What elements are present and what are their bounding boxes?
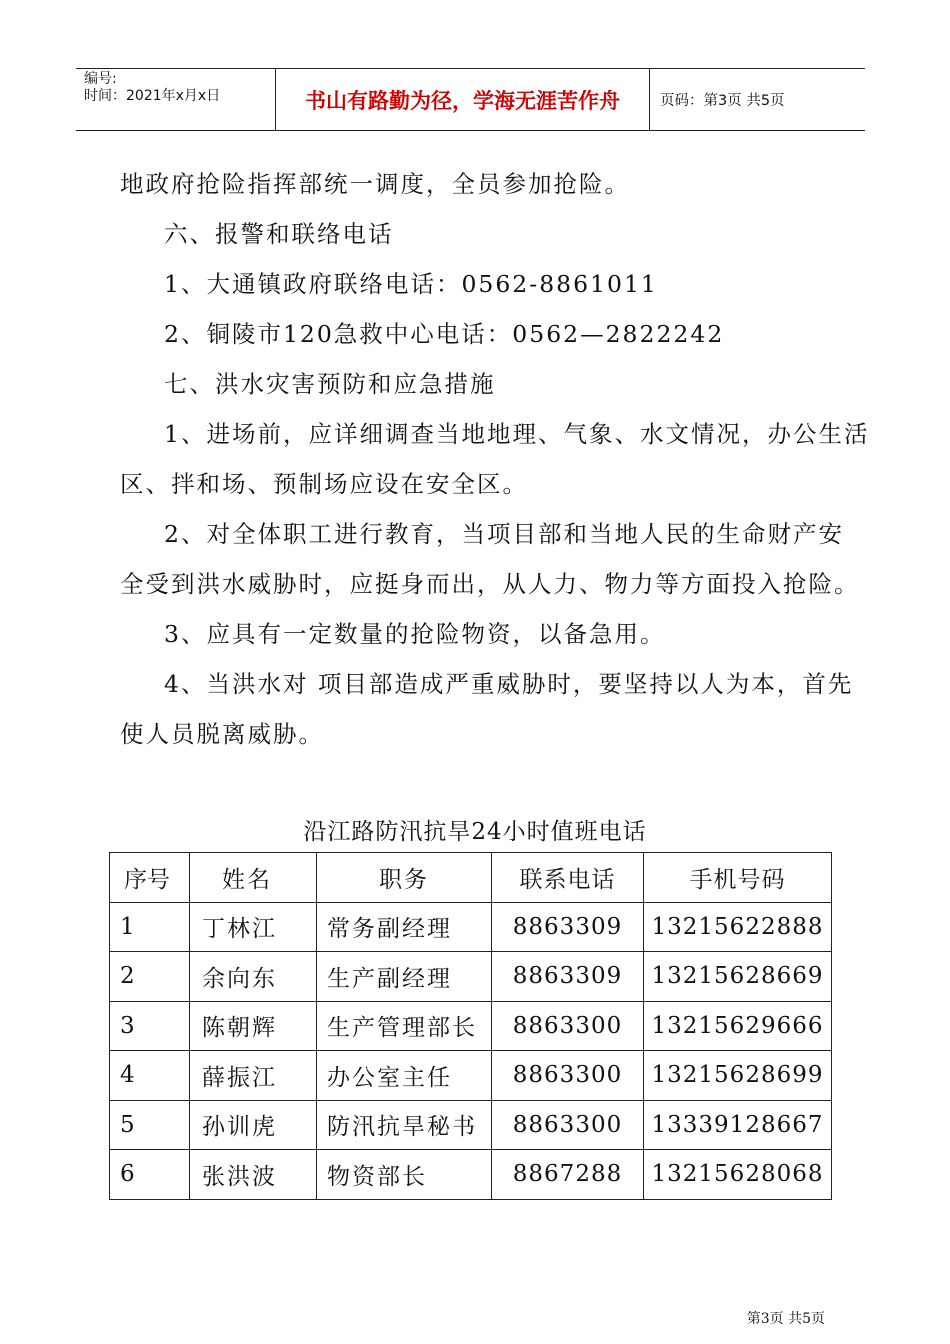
table-row — [110, 1001, 832, 1051]
header-meta — [76, 69, 276, 130]
body-line: 使人员脱离威胁。 — [120, 720, 324, 748]
table-row — [110, 1150, 832, 1200]
cell-position: 物资部长 — [317, 1150, 492, 1200]
section-heading: 六、报警和联络电话 — [164, 220, 394, 248]
duty-table — [109, 852, 832, 1200]
table-row — [110, 1100, 832, 1150]
cell-position: 常务副经理 — [317, 902, 492, 952]
cell-mobile: 13215629666 — [644, 1001, 832, 1051]
body-line: 区、拌和场、预制场应设在安全区。 — [120, 470, 528, 498]
cell-mobile: 13215628699 — [644, 1051, 832, 1101]
table-row — [110, 952, 832, 1002]
cell-phone: 8863309 — [492, 952, 644, 1002]
cell-index: 3 — [110, 1001, 190, 1051]
cell-index: 5 — [110, 1100, 190, 1150]
header-motto: 书山有路勤为径，学海无涯苦作舟 — [276, 69, 650, 130]
header-cell: 序号 — [110, 853, 190, 903]
page-footer: 第3页 共5页 — [746, 1311, 825, 1327]
table-header-row — [110, 853, 832, 903]
cell-phone: 8863300 — [492, 1051, 644, 1101]
cell-name: 张洪波 — [190, 1150, 317, 1200]
body-line: 2、铜陵市120急救中心电话：0562—2822242 — [164, 320, 725, 348]
cell-phone: 8863300 — [492, 1001, 644, 1051]
table-row — [110, 902, 832, 952]
cell-index: 2 — [110, 952, 190, 1002]
cell-mobile: 13339128667 — [644, 1100, 832, 1150]
cell-name: 孙训虎 — [190, 1100, 317, 1150]
cell-phone: 8863300 — [492, 1100, 644, 1150]
body-line: 全受到洪水威胁时，应挺身而出，从人力、物力等方面投入抢险。 — [120, 570, 860, 598]
header-cell: 联系电话 — [492, 853, 644, 903]
cell-index: 1 — [110, 902, 190, 952]
cell-position: 防汛抗旱秘书 — [317, 1100, 492, 1150]
cell-mobile: 13215622888 — [644, 902, 832, 952]
body-line: 1、进场前，应详细调查当地地理、气象、水文情况，办公生活 — [164, 420, 870, 448]
table-title: 沿江路防汛抗旱24小时值班电话 — [303, 819, 647, 845]
header-page-info: 页码：第3页 共5页 — [660, 93, 785, 109]
body-line: 1、大通镇政府联络电话：0562-8861011 — [164, 270, 658, 298]
header-cell: 手机号码 — [644, 853, 832, 903]
cell-name: 陈朝辉 — [190, 1001, 317, 1051]
document-header — [76, 68, 865, 131]
body-line: 地政府抢险指挥部统一调度，全员参加抢险。 — [120, 170, 630, 198]
cell-mobile: 13215628068 — [644, 1150, 832, 1200]
header-cell: 职务 — [317, 853, 492, 903]
section-heading: 七、洪水灾害预防和应急措施 — [164, 370, 496, 398]
cell-mobile: 13215628669 — [644, 952, 832, 1002]
cell-phone: 8867288 — [492, 1150, 644, 1200]
cell-position: 生产管理部长 — [317, 1001, 492, 1051]
cell-index: 4 — [110, 1051, 190, 1101]
table-row — [110, 1051, 832, 1101]
header-cell: 姓名 — [190, 853, 317, 903]
cell-index: 6 — [110, 1150, 190, 1200]
body-line: 2、对全体职工进行教育，当项目部和当地人民的生命财产安 — [164, 520, 844, 548]
body-line: 3、应具有一定数量的抢险物资，以备急用。 — [164, 620, 666, 648]
header-number-label: 编号: — [84, 71, 117, 87]
cell-name: 丁林江 — [190, 902, 317, 952]
cell-position: 生产副经理 — [317, 952, 492, 1002]
body-line: 4、当洪水对 项目部造成严重威胁时，要坚持以人为本，首先 — [164, 670, 854, 698]
cell-position: 办公室主任 — [317, 1051, 492, 1101]
cell-name: 薛振江 — [190, 1051, 317, 1101]
cell-name: 余向东 — [190, 952, 317, 1002]
cell-phone: 8863309 — [492, 902, 644, 952]
header-time-label: 时间：2021年x月x日 — [84, 88, 221, 104]
